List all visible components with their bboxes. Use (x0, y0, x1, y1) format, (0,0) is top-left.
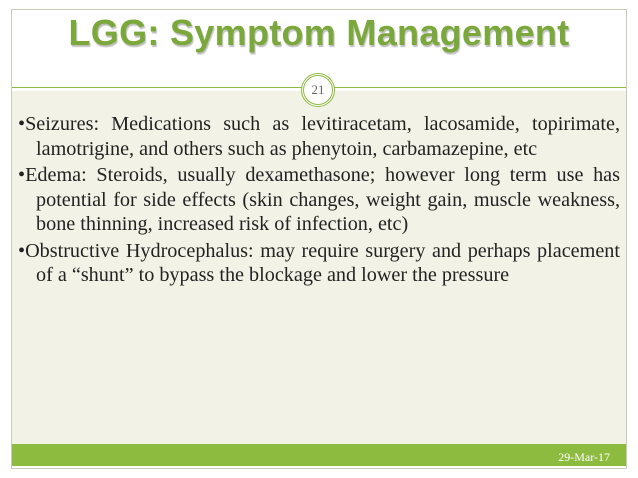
bullet-list (18, 112, 620, 290)
bullet-seizures: •Seizures: Medications such as levitiracetam, lacosamide, topirimate, lamotrigine, and others such as phenytoin, carbamazepine, etc (18, 113, 620, 160)
bullet-hydrocephalus: •Obstructive Hydrocephalus: may require surgery and perhaps placement of a “shunt” to bypass the blockage and lower the pressure (18, 239, 620, 286)
footer-bar (12, 444, 626, 466)
bullet-edema: •Edema: Steroids, usually dexamethasone; however long term use has potential for side effects (skin changes, weight gain, muscle weakness, bone thinning, increased risk of infection, etc) (18, 164, 620, 235)
footer-date: 29-Mar-17 (558, 450, 610, 464)
slide-number-badge: 21 (301, 73, 335, 107)
slide-title: LGG: Symptom Management (68, 12, 570, 53)
